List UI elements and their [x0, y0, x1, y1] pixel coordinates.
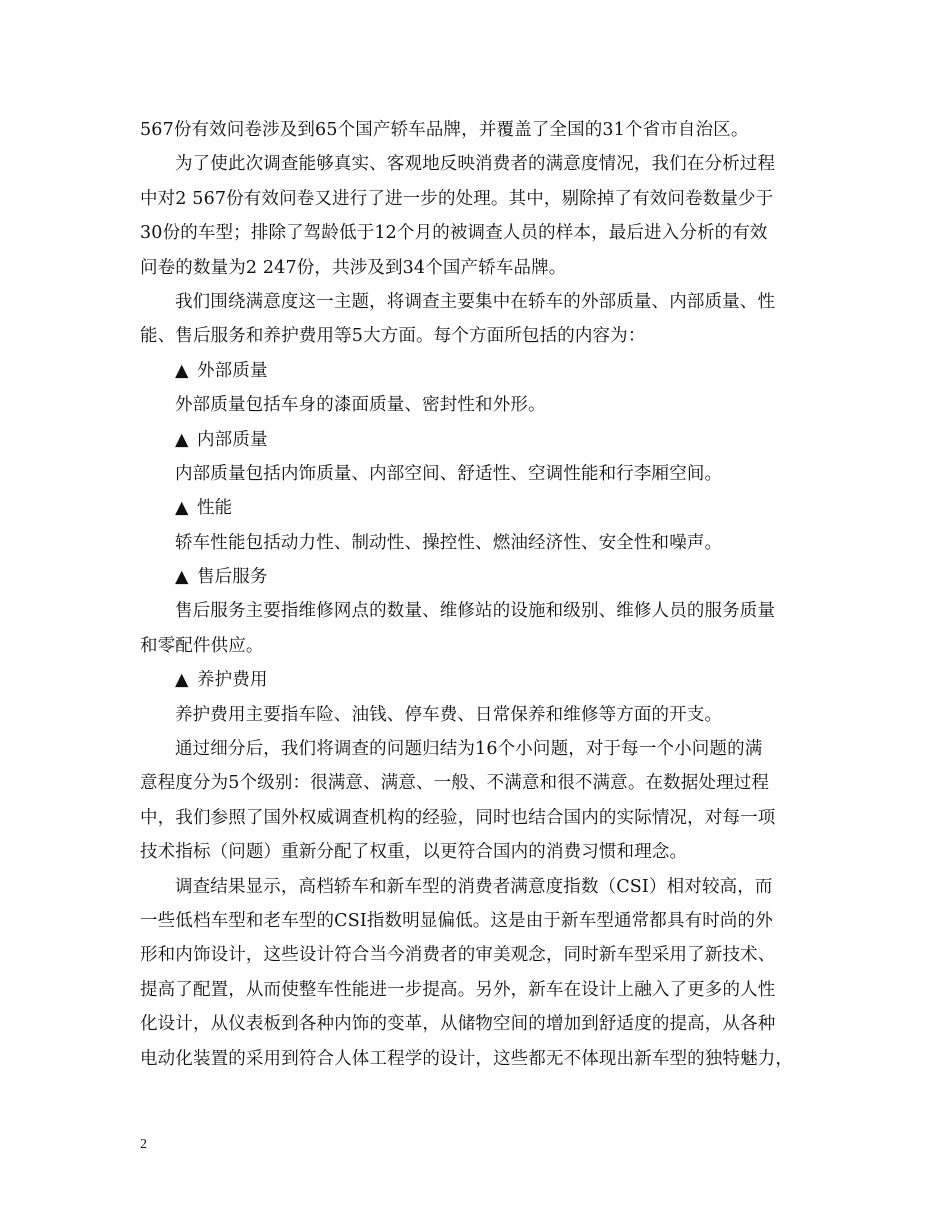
bullet-heading-label: 售后服务: [197, 567, 268, 588]
text-line: 提高了配置，从而使整车性能进一步提高。另外，新车在设计上融入了更多的人性: [140, 979, 776, 1000]
bullet-heading-maintenance-cost: [140, 663, 820, 697]
bullet-heading-exterior: [140, 354, 820, 388]
triangle-bullet-icon: ▲: [175, 429, 189, 450]
text-line: 轿车性能包括动力性、制动性、操控性、燃油经济性、安全性和噪声。: [175, 532, 723, 553]
text-line: 售后服务主要指维修网点的数量、维修站的设施和级别、维修人员的服务质量: [175, 601, 776, 622]
triangle-bullet-icon: ▲: [175, 567, 189, 588]
text-line: 通过细分后，我们将调查的问题归结为16个小问题，对于每一个小问题的满: [175, 739, 763, 760]
text-line: 意程度分为5个级别：很满意、满意、一般、不满意和很不满意。在数据处理过程: [140, 773, 770, 794]
text-line: 调查结果显示，高档轿车和新车型的消费者满意度指数（CSI）相对较高，而: [175, 876, 773, 897]
text-line: 一些低档车型和老车型的CSI指数明显偏低。这是由于新车型通常都具有时尚的外: [140, 910, 773, 931]
text-line: 中对2 567份有效问卷又进行了进一步的处理。其中，剔除掉了有效问卷数量少于: [140, 188, 774, 209]
triangle-bullet-icon: ▲: [175, 360, 189, 381]
text-line: 30份的车型；排除了驾龄低于12个月的被调查人员的样本，最后进入分析的有效: [140, 223, 768, 244]
text-line: 中，我们参照了国外权威调查机构的经验，同时也结合国内的实际情况，对每一项: [140, 807, 776, 828]
bullet-heading-label: 性能: [197, 498, 233, 519]
text-line: 为了使此次调查能够真实、客观地反映消费者的满意度情况，我们在分析过程: [175, 154, 776, 175]
text-line: 养护费用主要指车险、油钱、停车费、日常保养和维修等方面的开支。: [175, 704, 723, 725]
bullet-heading-performance: [140, 491, 820, 525]
text-line: 电动化装置的采用到符合人体工程学的设计，这些都无不体现出新车型的独特魅力，: [140, 1048, 794, 1069]
text-line: 和零配件供应。: [140, 635, 264, 656]
text-line: 技术指标（问题）重新分配了权重，以更符合国内的消费习惯和理念。: [140, 842, 688, 863]
text-line: 内部质量包括内饰质量、内部空间、舒适性、空调性能和行李厢空间。: [175, 463, 723, 484]
text-line: 能、售后服务和养护费用等5大方面。每个方面所包括的内容为：: [140, 326, 646, 347]
bullet-heading-label: 内部质量: [197, 429, 268, 450]
text-line: 567份有效问卷涉及到65个国产轿车品牌，并覆盖了全国的31个省市自治区。: [140, 120, 749, 140]
bullet-heading-interior: [140, 423, 820, 457]
triangle-bullet-icon: ▲: [175, 498, 189, 519]
triangle-bullet-icon: ▲: [175, 670, 189, 691]
text-line: 外部质量包括车身的漆面质量、密封性和外形。: [175, 395, 546, 416]
bullet-heading-label: 外部质量: [197, 360, 268, 381]
text-line: 问卷的数量为2 247份，共涉及到34个国产轿车品牌。: [140, 257, 567, 278]
bullet-heading-after-sales: [140, 560, 820, 594]
text-line: 形和内饰设计，这些设计符合当今消费者的审美观念，同时新车型采用了新技术、: [140, 945, 776, 966]
page-number: 2: [140, 1137, 147, 1152]
body-text: [140, 113, 820, 1076]
text-line: 我们围绕满意度这一主题，将调查主要集中在轿车的外部质量、内部质量、性: [175, 291, 776, 312]
bullet-heading-label: 养护费用: [197, 670, 268, 691]
text-line: 化设计，从仪表板到各种内饰的变革，从储物空间的增加到舒适度的提高，从各种: [140, 1014, 776, 1035]
